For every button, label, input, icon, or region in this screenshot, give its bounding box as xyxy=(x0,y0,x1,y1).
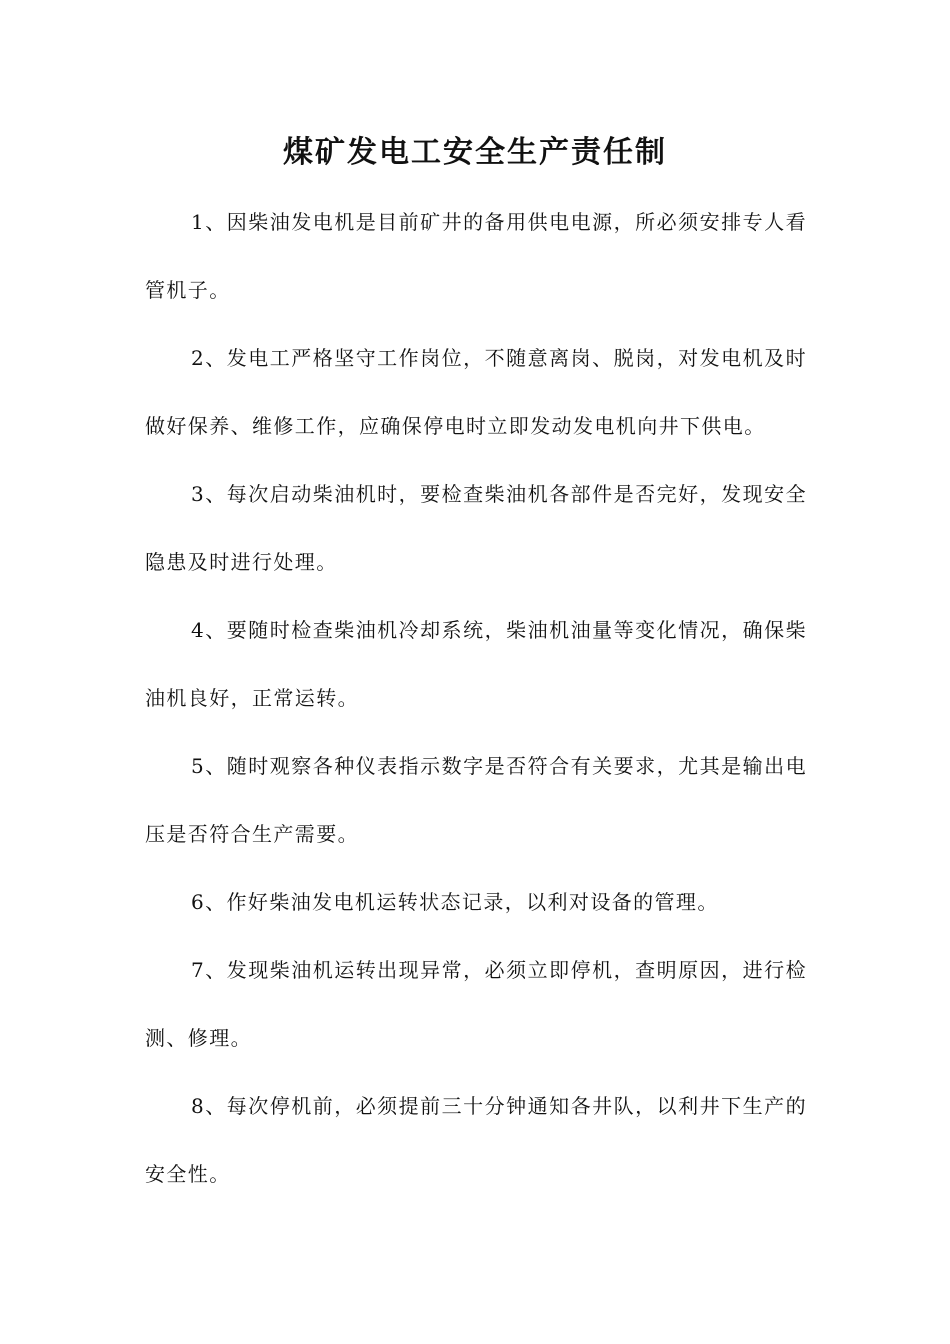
document-title: 煤矿发电工安全生产责任制 xyxy=(283,135,667,170)
paragraph-6: 6、作好柴油发电机运转状态记录，以利对设备的管理。 xyxy=(191,890,719,914)
paragraph-4: 4、要随时检查柴油机冷却系统，柴油机油量等变化情况，确保柴油机良好，正常运转。 xyxy=(145,618,807,710)
paragraph-8: 8、每次停机前，必须提前三十分钟通知各井队，以利井下生产的安全性。 xyxy=(145,1094,807,1186)
paragraph-7: 7、发现柴油机运转出现异常，必须立即停机，查明原因，进行检测、修理。 xyxy=(145,958,807,1050)
paragraph-1: 1、因柴油发电机是目前矿井的备用供电电源，所必须安排专人看管机子。 xyxy=(145,210,807,302)
paragraph-5: 5、随时观察各种仪表指示数字是否符合有关要求，尤其是输出电压是否符合生产需要。 xyxy=(145,754,807,846)
paragraph-3: 3、每次启动柴油机时，要检查柴油机各部件是否完好，发现安全隐患及时进行处理。 xyxy=(145,482,807,574)
document-body xyxy=(145,188,807,1208)
paragraph-2: 2、发电工严格坚守工作岗位，不随意离岗、脱岗，对发电机及时做好保养、维修工作，应确保停电时立即发动发电机向井下供电。 xyxy=(145,346,807,438)
